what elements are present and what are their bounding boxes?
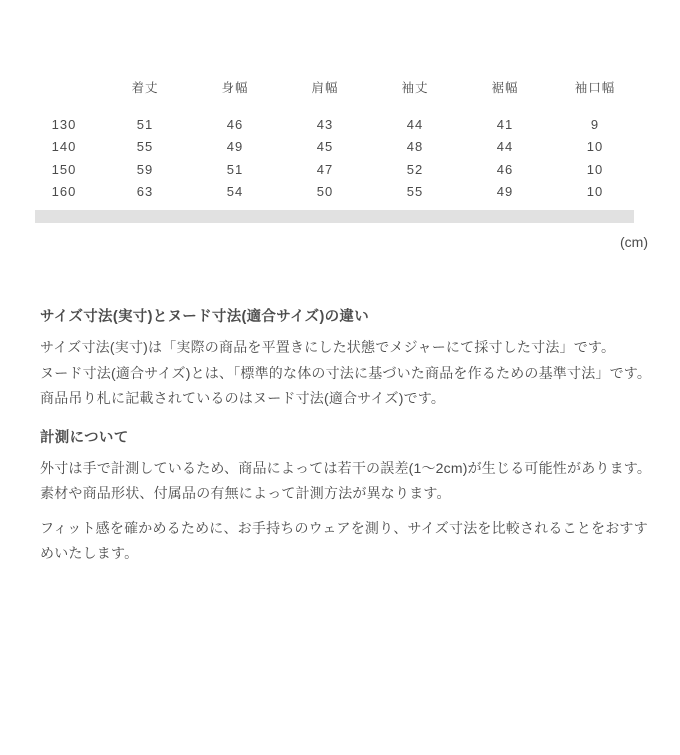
section-measurement xyxy=(40,428,680,507)
size-value-cell: 50 xyxy=(316,184,334,200)
section-heading-measurement: 計測について xyxy=(40,429,129,446)
size-value-cell: 55 xyxy=(136,139,154,155)
size-value-cell: 54 xyxy=(226,184,244,200)
size-guide-page xyxy=(0,75,680,755)
size-row-label: 140 xyxy=(51,139,77,155)
section-heading-size-difference: サイズ寸法(実寸)とヌード寸法(適合サイズ)の違い xyxy=(40,309,369,325)
size-value-cell: 55 xyxy=(406,184,424,200)
section-text-line: 外寸は手で計測しているため、商品によっては若干の誤差(1〜2cm)が生じる可能性があります。 xyxy=(40,459,652,476)
col-header-hem-width: 裾幅 xyxy=(491,81,519,95)
size-value-cell: 46 xyxy=(226,116,244,132)
section-text-line: 商品吊り札に記載されているのはヌード寸法(適合サイズ)です。 xyxy=(40,390,446,406)
size-value-cell: 44 xyxy=(496,139,514,155)
col-header-body-width: 身幅 xyxy=(221,81,249,95)
unit-label: (cm) xyxy=(620,234,648,250)
size-value-cell: 46 xyxy=(496,161,514,177)
size-value-cell: 41 xyxy=(496,116,514,132)
size-value-cell: 51 xyxy=(136,116,154,132)
section-size-difference xyxy=(40,307,680,412)
size-row-label: 150 xyxy=(51,161,77,177)
section-text-line: 素材や商品形状、付属品の有無によって計測方法が異なります。 xyxy=(40,485,451,501)
size-row-140 xyxy=(28,136,640,159)
size-value-cell: 43 xyxy=(316,116,334,132)
size-value-cell: 9 xyxy=(590,116,600,132)
size-value-cell: 44 xyxy=(406,116,424,132)
size-row-150 xyxy=(28,158,640,181)
size-row-160 xyxy=(28,181,640,204)
size-value-cell: 45 xyxy=(316,139,334,155)
size-chart-corner-cell xyxy=(28,75,100,113)
footer-note: フィット感を確かめるために、お手持ちのウェアを測り、サイズ寸法を比較されることをおすすめいたします。 xyxy=(40,519,648,561)
size-value-cell: 10 xyxy=(586,161,604,177)
size-value-cell: 49 xyxy=(226,139,244,155)
size-value-cell: 48 xyxy=(406,139,424,155)
size-row-label: 130 xyxy=(51,116,77,132)
size-row-130 xyxy=(28,113,640,136)
col-header-sleeve-length: 袖丈 xyxy=(401,81,429,95)
size-value-cell: 51 xyxy=(226,161,244,177)
col-header-shoulder-width: 肩幅 xyxy=(311,81,339,95)
size-value-cell: 52 xyxy=(406,161,424,177)
section-text-line: ヌード寸法(適合サイズ)とは、「標準的な体の寸法に基づいた商品を作るための基準寸法」です。 xyxy=(40,364,652,381)
size-value-cell: 59 xyxy=(136,161,154,177)
size-value-cell: 10 xyxy=(586,184,604,200)
size-chart-table xyxy=(28,75,640,203)
section-text-line: サイズ寸法(実寸)は「実際の商品を平置きにした状態でメジャーにて採寸した寸法」です。 xyxy=(40,339,616,355)
size-value-cell: 63 xyxy=(136,184,154,200)
horizontal-scrollbar[interactable] xyxy=(35,210,634,223)
col-header-body-length: 着丈 xyxy=(131,81,159,95)
size-chart-header-row xyxy=(28,75,640,113)
size-value-cell: 49 xyxy=(496,184,514,200)
size-value-cell: 10 xyxy=(586,139,604,155)
size-value-cell: 47 xyxy=(316,161,334,177)
size-row-label: 160 xyxy=(51,184,77,200)
col-header-cuff-width: 袖口幅 xyxy=(574,81,616,95)
